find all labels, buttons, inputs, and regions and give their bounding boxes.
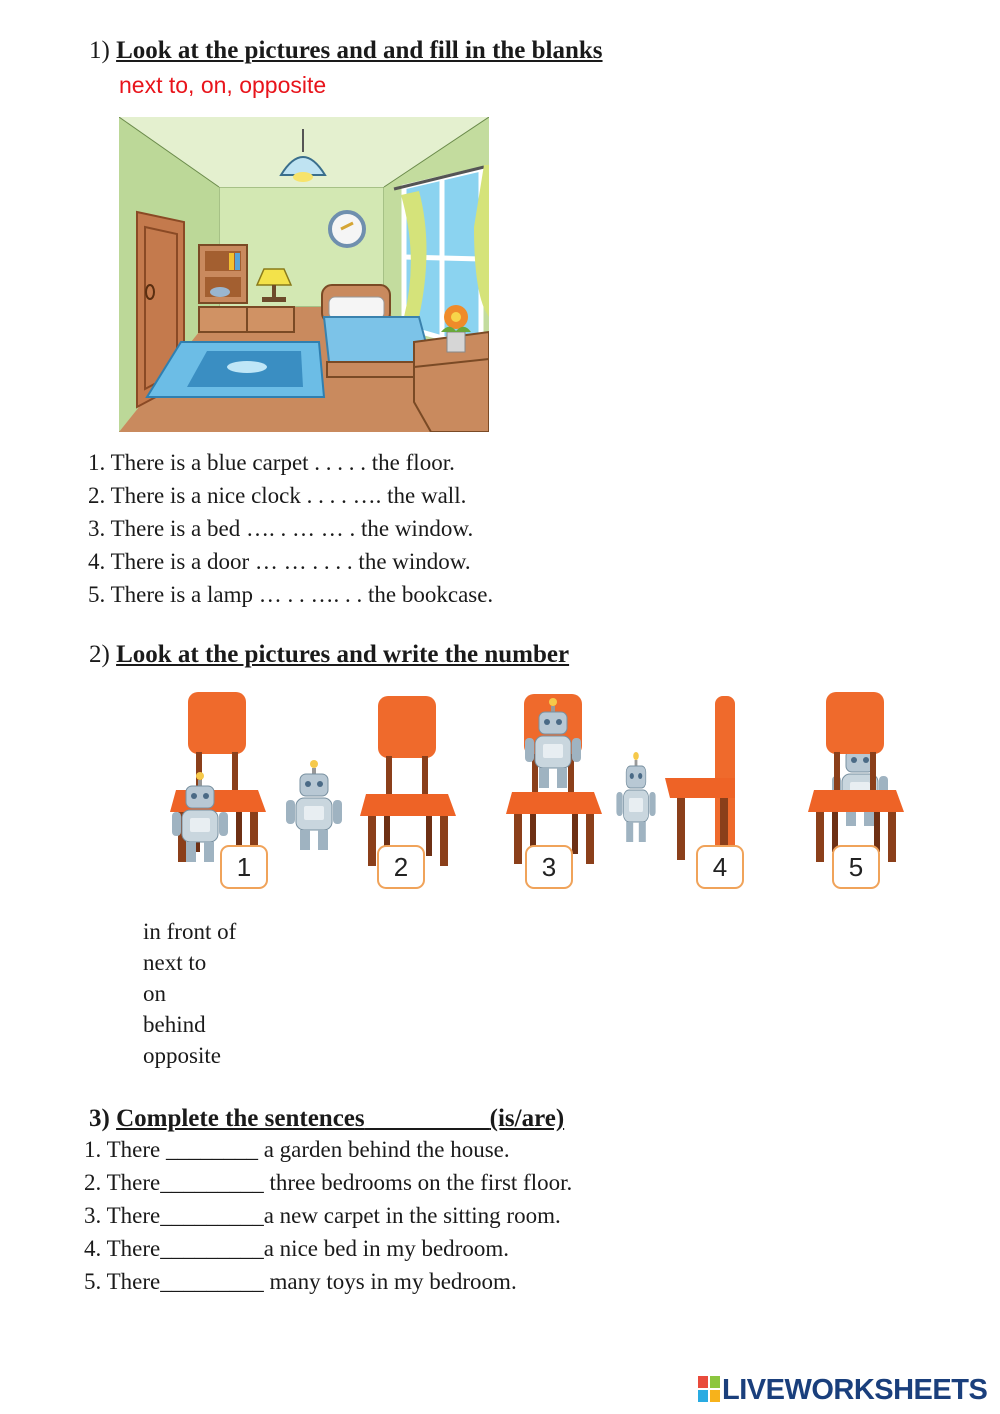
s3-item-text: There_________ many toys in my bedroom. xyxy=(106,1269,517,1294)
preposition-option: next to xyxy=(143,950,207,975)
picture-number-badge: 4 xyxy=(696,845,744,889)
s1-item-text: There is a blue carpet . . . . . the floor. xyxy=(110,450,455,475)
preposition-option: in front of xyxy=(143,919,237,944)
s1-item-1 xyxy=(88,450,455,476)
section1-number: 1) xyxy=(89,37,110,64)
s3-item-text: There_________a nice bed in my bedroom. xyxy=(106,1236,509,1261)
s1-item-text: There is a nice clock . . . . …. the wall. xyxy=(110,483,467,508)
section1-hint: next to, on, opposite xyxy=(119,72,327,98)
liveworksheets-logo[interactable] xyxy=(698,1374,987,1414)
section2-heading xyxy=(89,641,569,669)
chairs-robots-illustration xyxy=(160,690,920,870)
s1-item-number: 5. xyxy=(88,582,106,607)
s1-item-2 xyxy=(88,483,466,509)
picture-number-badge: 3 xyxy=(525,845,573,889)
s3-item-text: There_________ three bedrooms on the first floor. xyxy=(106,1170,573,1195)
section1-title: Look at the pictures and and fill in the blanks xyxy=(116,37,603,64)
s3-item-3 xyxy=(84,1203,561,1229)
s1-item-5 xyxy=(88,582,493,608)
section3-heading xyxy=(89,1105,564,1133)
s3-item-4 xyxy=(84,1236,509,1262)
preposition-option: behind xyxy=(143,1012,206,1037)
s1-item-number: 2. xyxy=(88,483,106,508)
s3-item-number: 2. xyxy=(84,1170,102,1195)
section2-number: 2) xyxy=(89,641,110,668)
s1-item-text: There is a door … … . . . . the window. xyxy=(110,549,471,574)
section1-heading xyxy=(89,37,603,65)
s3-item-number: 1. xyxy=(84,1137,102,1162)
s1-item-4 xyxy=(88,549,471,575)
s3-item-number: 4. xyxy=(84,1236,102,1261)
liveworksheets-logo-icon xyxy=(698,1376,720,1402)
preposition-option: on xyxy=(143,981,166,1006)
s1-item-number: 1. xyxy=(88,450,106,475)
section2-title: Look at the pictures and write the number xyxy=(116,641,570,668)
picture-number-badge: 1 xyxy=(220,845,268,889)
bedroom-illustration xyxy=(119,117,489,432)
s1-item-text: There is a bed …. . … … . the window. xyxy=(110,516,474,541)
picture-number-badge: 2 xyxy=(377,845,425,889)
s3-item-text: There ________ a garden behind the house. xyxy=(106,1137,510,1162)
s1-item-number: 4. xyxy=(88,549,106,574)
section3-title: Complete the sentences xyxy=(116,1105,365,1132)
s3-item-number: 5. xyxy=(84,1269,102,1294)
s1-item-3 xyxy=(88,516,473,542)
section3-options: (is/are) xyxy=(489,1105,565,1132)
s1-item-text: There is a lamp … . . …. . . the bookcase. xyxy=(110,582,494,607)
picture-number-badge: 5 xyxy=(832,845,880,889)
s3-item-2 xyxy=(84,1170,572,1196)
section3-number: 3) xyxy=(89,1105,110,1132)
s3-item-text: There_________a new carpet in the sitting room. xyxy=(106,1203,561,1228)
preposition-option: opposite xyxy=(143,1043,221,1068)
liveworksheets-brand-text: LIVEWORKSHEETS xyxy=(722,1374,988,1406)
s3-item-number: 3. xyxy=(84,1203,102,1228)
s3-item-5 xyxy=(84,1269,517,1295)
s3-item-1 xyxy=(84,1137,510,1163)
s1-item-number: 3. xyxy=(88,516,106,541)
